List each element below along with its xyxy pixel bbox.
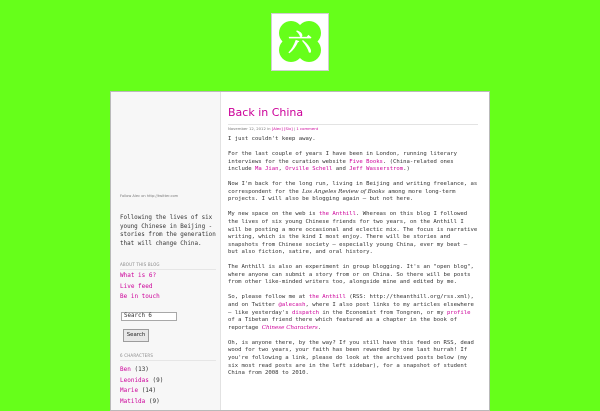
post-date: November 12, 2012 in — [228, 126, 271, 131]
character-link-ben[interactable]: Ben — [120, 366, 131, 373]
five-books-link[interactable]: Five Books — [349, 158, 383, 165]
anthill-link-2[interactable]: the Anthill — [308, 294, 346, 301]
character-count: (9) — [152, 376, 164, 384]
comments-link[interactable]: 1 comment — [296, 126, 319, 131]
chinese-characters-link[interactable]: Chinese Characters — [261, 324, 318, 331]
dispatch-link[interactable]: dispatch — [292, 309, 319, 316]
logo-glyph: 六 — [288, 29, 312, 57]
live-feed-link[interactable]: Live feed — [120, 282, 153, 290]
orville-schell-link[interactable]: Orville Schell — [285, 166, 333, 173]
character-count: (13) — [134, 366, 149, 373]
twitter-follow-link[interactable]: Follow Alec on http://twitter.com — [120, 194, 179, 198]
paragraph: The Anthill is also an experiment in group blogging. It's an "open blog", where anyone can submit a story from or on China. So there will be posts from other like-minded writers too, alongside mine and edited by me. — [228, 264, 474, 286]
twitter-handle-link[interactable]: @alecash — [278, 302, 306, 309]
paragraph: My new space on the web is the Anthill. Whereas on this blog I followed the lives of six young Chinese friends for two years, on the Anthill I will be posting a more occasional and eclectic mix. The focus is narrative writing, which is the kind I most enjoy. There will be stories and snapshots from Chinese society – especially young China, ever my beat – but also fiction, satire, and oral history. — [228, 211, 478, 256]
characters-section-title: 6 CHARACTERS — [120, 353, 216, 361]
character-link-marie[interactable]: Marie — [120, 387, 139, 394]
paragraph: So, please follow me at the Anthill (RSS: http://theanthill.org/rss.xml), and on Twitter @alecash, where I also post links to my articles elsewhere – like yesterday's dispatch in the Economist from Tongren, or my profile of a Tibetan friend there which featured as a chapter in the book of reportage Chinese Characters. — [228, 294, 474, 331]
profile-link[interactable]: profile — [446, 309, 471, 316]
paragraph: Oh, is anyone there, by the way? If you still have this feed on RSS, dead wood for two years, your faith has been rewarded by one last hurrah! If you're following a link, please do look at the archived posts below (my six most read posts are in the left sidebar), for a snapshot of student China from 2008 to 2010. — [228, 339, 474, 377]
list-item — [120, 397, 163, 408]
ma-jian-link[interactable]: Ma Jian — [254, 166, 279, 173]
tag-alec-link[interactable]: [Alec] — [271, 126, 283, 131]
post-meta: November 12, 2012 in [Alec] [Six] | 1 comment — [228, 124, 478, 131]
paragraph: Now I'm back for the long run, living in Beijing and writing freelance, as correspondent for the Los Angeles Review of Books among more long-term projects. I will also be blogging again – but not here. — [228, 181, 478, 203]
blog-tagline: Following the lives of six young Chinese in Beijing - stories from the generation that will change China. — [120, 215, 216, 247]
sidebar — [111, 92, 221, 410]
what-is-6-link[interactable]: What is 6? — [120, 272, 157, 279]
character-link-matilda[interactable]: Matilda — [120, 397, 146, 405]
paragraph: For the last couple of years I have been in London, running literary interviews for the curation website Five Books. (China-related ones include Ma Jian, Orville Schell and Jeff Wasserstrom.) — [228, 150, 458, 173]
paragraph: I just couldn't keep away. — [228, 136, 316, 142]
lareview-title: Los Angeles Review of Books — [302, 188, 385, 195]
site-logo[interactable] — [271, 13, 329, 71]
about-links — [120, 271, 160, 303]
post-title-link[interactable]: Back in China — [228, 106, 304, 119]
tag-six-link[interactable]: [Six] — [284, 126, 293, 131]
post-body — [228, 136, 480, 385]
jeff-wasserstrom-link[interactable]: Jeff Wasserstrom — [349, 166, 404, 173]
characters-list — [120, 365, 163, 407]
list-item — [120, 376, 163, 387]
character-count: (14) — [141, 387, 157, 394]
list-item — [120, 386, 163, 397]
character-count: (9) — [148, 397, 160, 405]
search-input[interactable]: Search 6 — [121, 312, 177, 321]
search-button[interactable]: Search — [123, 329, 149, 342]
blog-page — [110, 91, 490, 411]
clover-logo-icon — [272, 14, 328, 70]
about-section-title: ABOUT THIS BLOG — [120, 262, 216, 270]
list-item — [120, 365, 163, 376]
anthill-link[interactable]: the Anthill — [318, 211, 356, 218]
character-link-leonidas[interactable]: Leonidas — [120, 376, 149, 384]
be-in-touch-link[interactable]: Be in touch — [120, 293, 160, 300]
